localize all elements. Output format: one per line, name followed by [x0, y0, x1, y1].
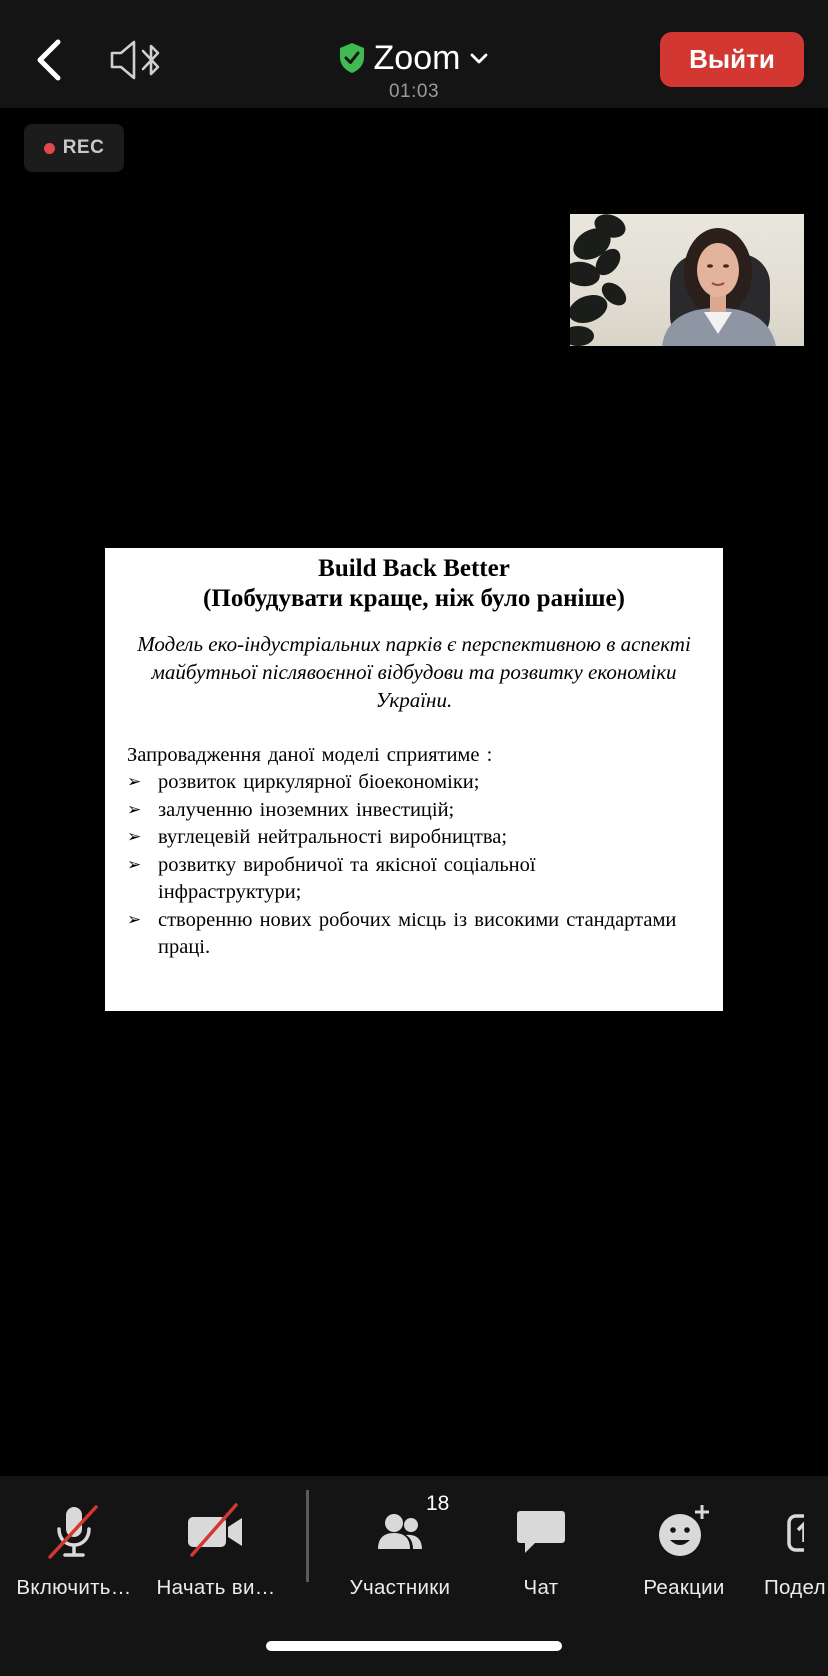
home-indicator[interactable]	[266, 1641, 562, 1651]
participants-icon	[370, 1503, 430, 1559]
chevron-down-icon	[468, 47, 490, 69]
participants-button[interactable]	[344, 1492, 456, 1616]
arrow-bullet-icon: ➢	[127, 854, 142, 875]
recording-label: REC	[62, 137, 105, 158]
arrow-bullet-icon: ➢	[127, 909, 142, 930]
arrow-bullet-icon: ➢	[127, 772, 142, 792]
slide-bullet-list	[105, 769, 723, 962]
slide-italic-text: Модель еко-індустріальних парків є перспективною в аспекті майбутньої післявоєнної відбудови та розвитку економіки України.	[137, 632, 691, 712]
toolbar-divider	[306, 1490, 309, 1582]
reactions-button[interactable]	[636, 1496, 732, 1616]
chat-button[interactable]	[498, 1496, 584, 1616]
speaker-video-thumbnail[interactable]	[570, 214, 804, 346]
recording-badge	[24, 124, 124, 172]
chat-label: Чат	[523, 1576, 559, 1599]
unmute-label: Включить…	[16, 1576, 132, 1599]
share-button[interactable]	[764, 1496, 828, 1616]
shared-screen-slide	[105, 548, 723, 1011]
slide-bullet: ➢ вуглецевій нейтральності виробництва;	[127, 824, 723, 852]
participant-video-icon	[570, 214, 804, 346]
reaction-icon	[654, 1501, 714, 1561]
slide-intro: Запровадження даної моделі сприятиме :	[127, 744, 493, 766]
recording-dot-icon	[44, 143, 55, 154]
meeting-title-menu[interactable]	[338, 39, 491, 78]
arrow-bullet-icon: ➢	[127, 827, 142, 847]
participants-label: Участники	[349, 1576, 451, 1599]
video-off-icon	[184, 1501, 248, 1561]
shield-check-icon	[338, 42, 366, 74]
slide-bullet: ➢ залученню іноземних інвестицій;	[127, 797, 723, 825]
share-icon	[764, 1506, 804, 1556]
meeting-timer: 01:03	[388, 81, 440, 102]
slide-title: Build Back Better	[318, 555, 510, 582]
start-video-label: Начать ви…	[156, 1576, 276, 1599]
top-bar	[0, 0, 828, 108]
meeting-title: Zoom	[373, 38, 461, 77]
chat-icon	[513, 1503, 569, 1559]
microphone-muted-icon	[44, 1501, 104, 1561]
participants-count: 18	[426, 1492, 450, 1515]
slide-bullet: ➢ створенню нових робочих місць із високими стандартами праці.	[127, 908, 677, 958]
leave-button[interactable]: Выйти	[660, 32, 804, 87]
reactions-label: Реакции	[643, 1576, 725, 1599]
slide-subtitle: (Побудувати краще, ніж було раніше)	[203, 585, 625, 612]
share-label: Подел	[764, 1576, 826, 1599]
start-video-button[interactable]	[154, 1496, 278, 1616]
slide-bullet: ➢ розвитку виробничої та якісної соціальної інфраструктури;	[127, 853, 536, 903]
unmute-button[interactable]	[14, 1496, 134, 1616]
arrow-bullet-icon: ➢	[127, 799, 142, 820]
slide-bullet: ➢ розвиток циркулярної біоекономіки;	[127, 769, 723, 797]
